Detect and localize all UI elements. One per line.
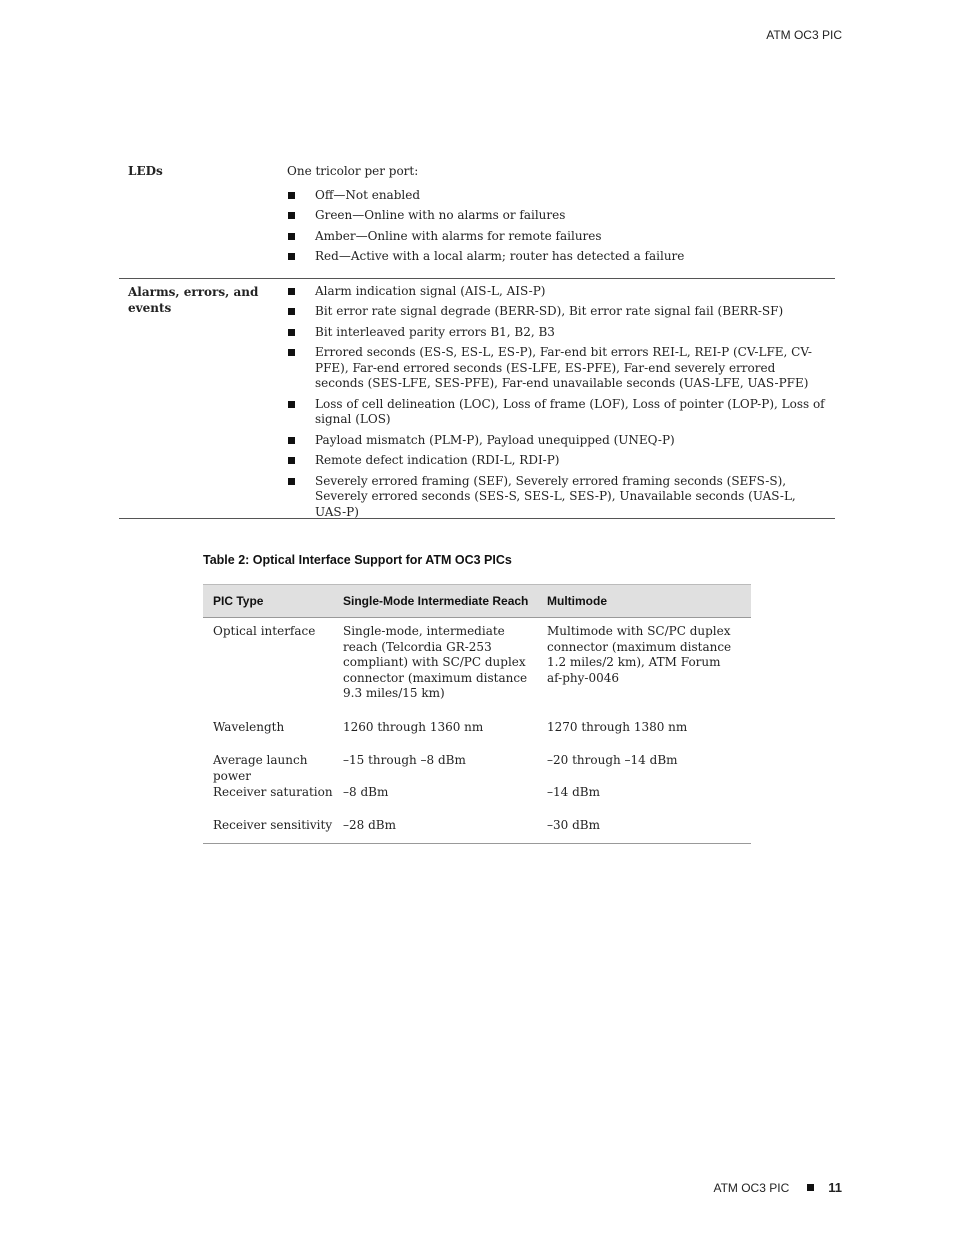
list-item-text: Bit error rate signal degrade (BERR-SD), Bit error rate signal fail (BERR-SF): [315, 304, 784, 319]
column-header: Multimode: [547, 594, 607, 608]
page-number: 11: [828, 1180, 842, 1195]
table-cell: –15 through –8 dBm: [343, 753, 466, 767]
list-item-text: Green—Online with no alarms or failures: [315, 208, 566, 223]
table-cell: –20 through –14 dBm: [547, 753, 678, 767]
list-item: [287, 345, 826, 392]
square-bullet-icon: [288, 308, 295, 315]
table-cell: –14 dBm: [547, 785, 600, 799]
column-header: PIC Type: [213, 594, 264, 608]
list-item: [287, 304, 826, 320]
table-row: [203, 753, 751, 785]
alarm-list: [287, 284, 826, 520]
list-item: [287, 208, 826, 224]
list-item-text: Remote defect indication (RDI-L, RDI-P): [315, 453, 560, 468]
spec-label: LEDs: [128, 164, 163, 178]
square-bullet-icon: [288, 457, 295, 464]
list-item: [287, 249, 826, 265]
list-item: [287, 433, 826, 449]
list-item-text: Severely errored framing (SEF), Severely errored framing seconds (SEFS-S), Severely errored seconds (SES-S, SES-L, SES-P), Unavailable seconds (UAS-L, UAS-P): [315, 473, 796, 519]
list-item: [287, 325, 826, 341]
spec-body: [287, 284, 826, 518]
spec-intro: One tricolor per port:: [287, 164, 419, 178]
square-bullet-icon: [288, 192, 295, 199]
running-header: ATM OC3 PIC: [766, 28, 842, 42]
square-bullet-icon: [288, 233, 295, 240]
table-row: [203, 624, 751, 720]
table-cell: Average launch power: [213, 753, 308, 783]
square-bullet-icon: [288, 212, 295, 219]
table-cell: –30 dBm: [547, 818, 600, 832]
table-cell: Single-mode, intermediate reach (Telcordia GR-253 compliant) with SC/PC duplex connector (maximum distance 9.3 miles/15 km): [343, 624, 528, 701]
spec-table: [119, 160, 835, 519]
list-item-text: Bit interleaved parity errors B1, B2, B3: [315, 324, 555, 339]
table-cell: Wavelength: [213, 720, 285, 734]
table-cell: –28 dBm: [343, 818, 396, 832]
table-header-row: [203, 584, 751, 618]
list-item-text: Loss of cell delineation (LOC), Loss of frame (LOF), Loss of pointer (LOP-P), Loss of signal (LOS): [315, 396, 825, 427]
footer-title: ATM OC3 PIC: [713, 1180, 790, 1195]
spec-label: Alarms, errors, and events: [128, 285, 259, 315]
list-item-text: Alarm indication signal (AIS-L, AIS-P): [315, 284, 546, 298]
table-cell: Optical interface: [213, 624, 316, 638]
running-footer: [713, 1180, 842, 1195]
list-item: [287, 474, 826, 521]
list-item: [287, 284, 826, 300]
list-item-text: Off—Not enabled: [315, 188, 421, 202]
optical-interface-table: [203, 584, 751, 844]
list-item: [287, 397, 826, 428]
spec-body: [287, 163, 826, 278]
table-cell: Receiver saturation: [213, 785, 333, 799]
square-bullet-icon: [807, 1184, 814, 1191]
list-item-text: Red—Active with a local alarm; router has detected a failure: [315, 248, 685, 263]
table-cell: 1270 through 1380 nm: [547, 720, 688, 734]
square-bullet-icon: [288, 329, 295, 336]
table-caption: Table 2: Optical Interface Support for ATM OC3 PICs: [203, 553, 512, 567]
led-list: [287, 188, 826, 264]
column-header: Single-Mode Intermediate Reach: [343, 594, 529, 608]
table-row: [203, 785, 751, 818]
list-item: [287, 453, 826, 469]
table-cell: Multimode with SC/PC duplex connector (maximum distance 1.2 miles/2 km), ATM Forum af-phy-0046: [547, 624, 732, 685]
square-bullet-icon: [288, 478, 295, 485]
spec-row-alarms: [119, 279, 835, 519]
square-bullet-icon: [288, 288, 295, 295]
table-cell: 1260 through 1360 nm: [343, 720, 484, 734]
list-item: [287, 229, 826, 245]
list-item-text: Amber—Online with alarms for remote failures: [315, 228, 602, 243]
square-bullet-icon: [288, 349, 295, 356]
list-item-text: Payload mismatch (PLM-P), Payload unequipped (UNEQ-P): [315, 432, 675, 447]
list-item: [287, 188, 826, 204]
table-cell: Receiver sensitivity: [213, 818, 333, 832]
square-bullet-icon: [288, 253, 295, 260]
table-row: [203, 818, 751, 843]
list-item-text: Errored seconds (ES-S, ES-L, ES-P), Far-end bit errors REI-L, REI-P (CV-LFE, CV-PFE), Far-end errored seconds (ES-LFE, ES-PFE), Far-end severely errored seconds (SES-LFE, SES-PFE), Far-end unavailable seconds (UAS-LFE, UAS-PFE): [315, 345, 812, 391]
table-cell: –8 dBm: [343, 785, 389, 799]
square-bullet-icon: [288, 401, 295, 408]
spec-row-leds: [119, 160, 835, 279]
square-bullet-icon: [288, 437, 295, 444]
table-row: [203, 720, 751, 753]
